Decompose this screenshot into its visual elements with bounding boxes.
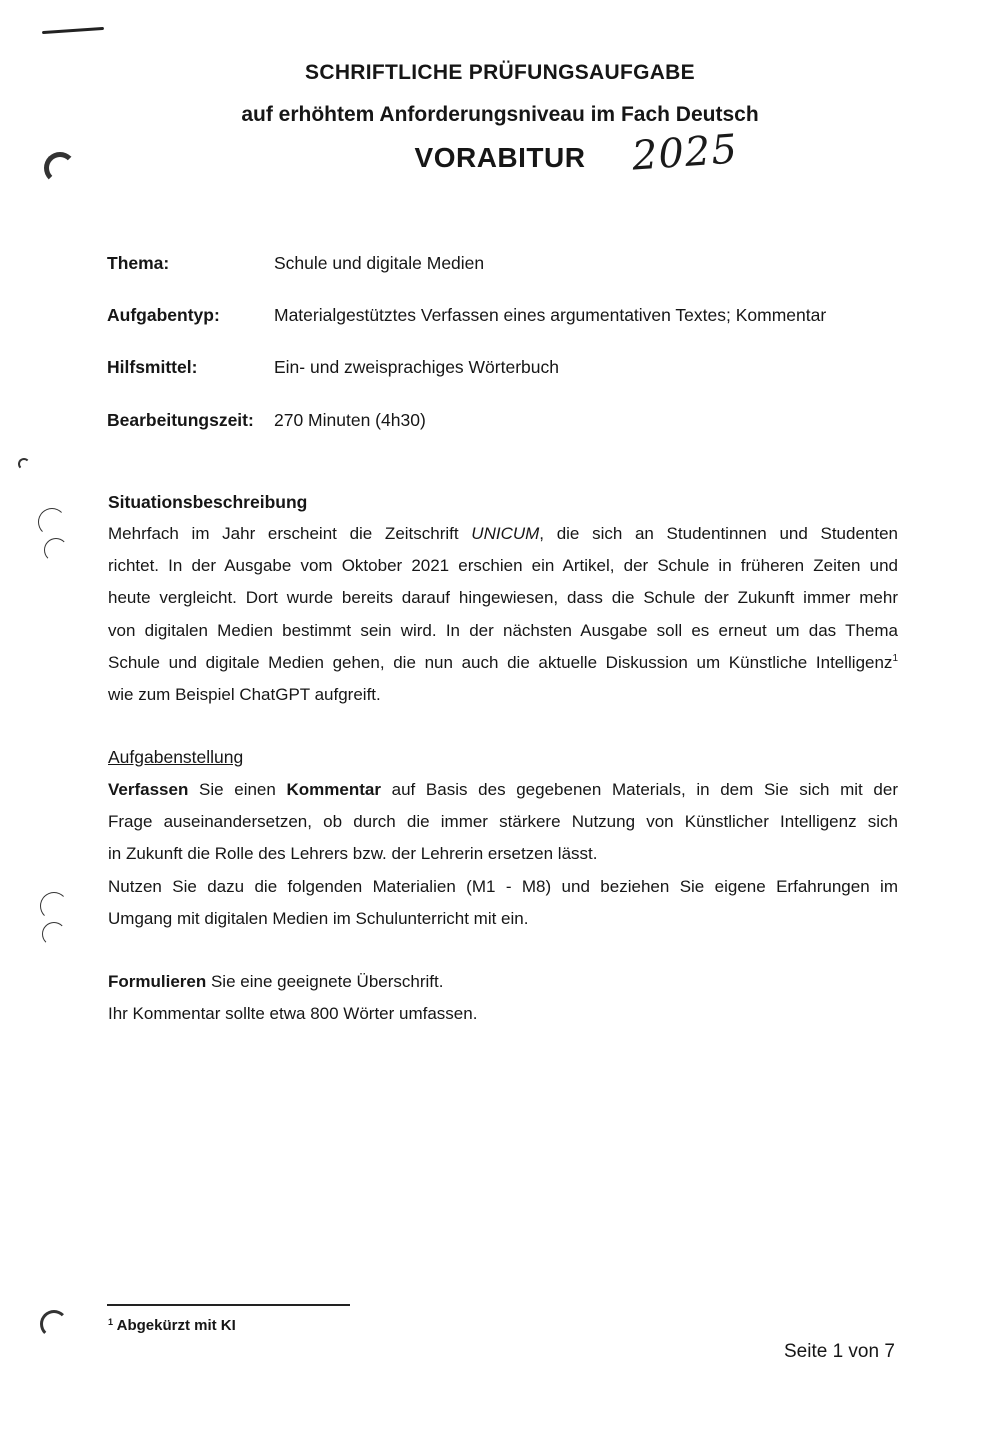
meta-label: Aufgabentyp: [107, 305, 220, 325]
exam-type-heading: VORABITUR [414, 142, 586, 173]
page-number: Seite 1 von 7 [784, 1341, 895, 1362]
situation-heading: Situationsbeschreibung [108, 492, 308, 512]
footnote-divider [107, 1304, 350, 1306]
meta-label: Thema: [107, 253, 170, 273]
task-heading: Aufgabenstellung [108, 747, 244, 767]
text-line: richtet. In der Ausgabe vom Oktober 2021 erschien ein Artikel, der Schule in früheren Zeiten und [108, 556, 898, 576]
footnote-reference: 1 [892, 652, 898, 664]
pen-mark [42, 27, 104, 34]
meta-value: Schule und digitale Medien [274, 253, 485, 273]
punch-hole-mark [44, 538, 68, 562]
meta-value: Ein- und zweisprachiges Wörterbuch [274, 357, 559, 377]
text-line: von digitalen Medien bestimmt sein wird. In der nächsten Ausgabe soll es erneut um das Thema [108, 620, 898, 640]
punch-hole-mark [40, 892, 68, 920]
meta-label: Bearbeitungszeit: [107, 410, 254, 430]
text-line: Nutzen Sie dazu die folgenden Materialien (M1 - M8) und beziehen Sie eigene Erfahrungen im [108, 876, 898, 896]
length-instruction: Ihr Kommentar sollte etwa 800 Wörter umfassen. [108, 1004, 478, 1023]
footnote: $^1$ Abgekürzt mit KI [108, 1317, 236, 1334]
meta-value: 270 Minuten (4h30) [274, 410, 426, 430]
text-line: in Zukunft die Rolle des Lehrers bzw. der Lehrerin ersetzen lässt. [108, 844, 598, 864]
punch-hole-mark [42, 922, 66, 946]
handwritten-year: 2025 [630, 126, 740, 180]
punch-hole-mark [18, 458, 30, 470]
text-line: Mehrfach im Jahr erscheint die Zeitschrift UNICUM, die sich an Studentinnen und Studenten [108, 524, 898, 543]
text-line: Frage auseinandersetzen, ob durch die immer stärkere Nutzung von Künstlicher Intelligenz sich [108, 812, 898, 832]
punch-hole-mark [38, 508, 66, 536]
exam-title: SCHRIFTLICHE PRÜFUNGSAUFGABE [305, 61, 695, 84]
situation-paragraph [108, 518, 898, 711]
text-line: heute vergleicht. Dort wurde bereits darauf hingewiesen, dass die Schule der Zukunft immer mehr [108, 588, 898, 608]
text-line: Verfassen Sie einen Kommentar auf Basis des gegebenen Materials, in dem Sie sich mit der [108, 780, 898, 799]
magazine-name: UNICUM [471, 524, 540, 543]
text-line: Schule und digitale Medien gehen, die nun auch die aktuelle Diskussion um Künstliche Intelligenz$^1$ [108, 652, 898, 672]
punch-hole-mark [40, 1310, 68, 1338]
task-paragraph [108, 774, 898, 935]
text-line: wie zum Beispiel ChatGPT aufgreift. [108, 685, 381, 705]
meta-label: Hilfsmittel: [107, 357, 198, 377]
exam-subtitle: auf erhöhtem Anforderungsniveau im Fach Deutsch [241, 103, 759, 126]
text-line: Umgang mit digitalen Medien im Schulunterricht mit ein. [108, 908, 529, 928]
meta-value: Materialgestütztes Verfassen eines argumentativen Textes; Kommentar [274, 305, 827, 325]
heading-instruction: Formulieren Sie eine geeignete Überschrift. [108, 972, 444, 991]
